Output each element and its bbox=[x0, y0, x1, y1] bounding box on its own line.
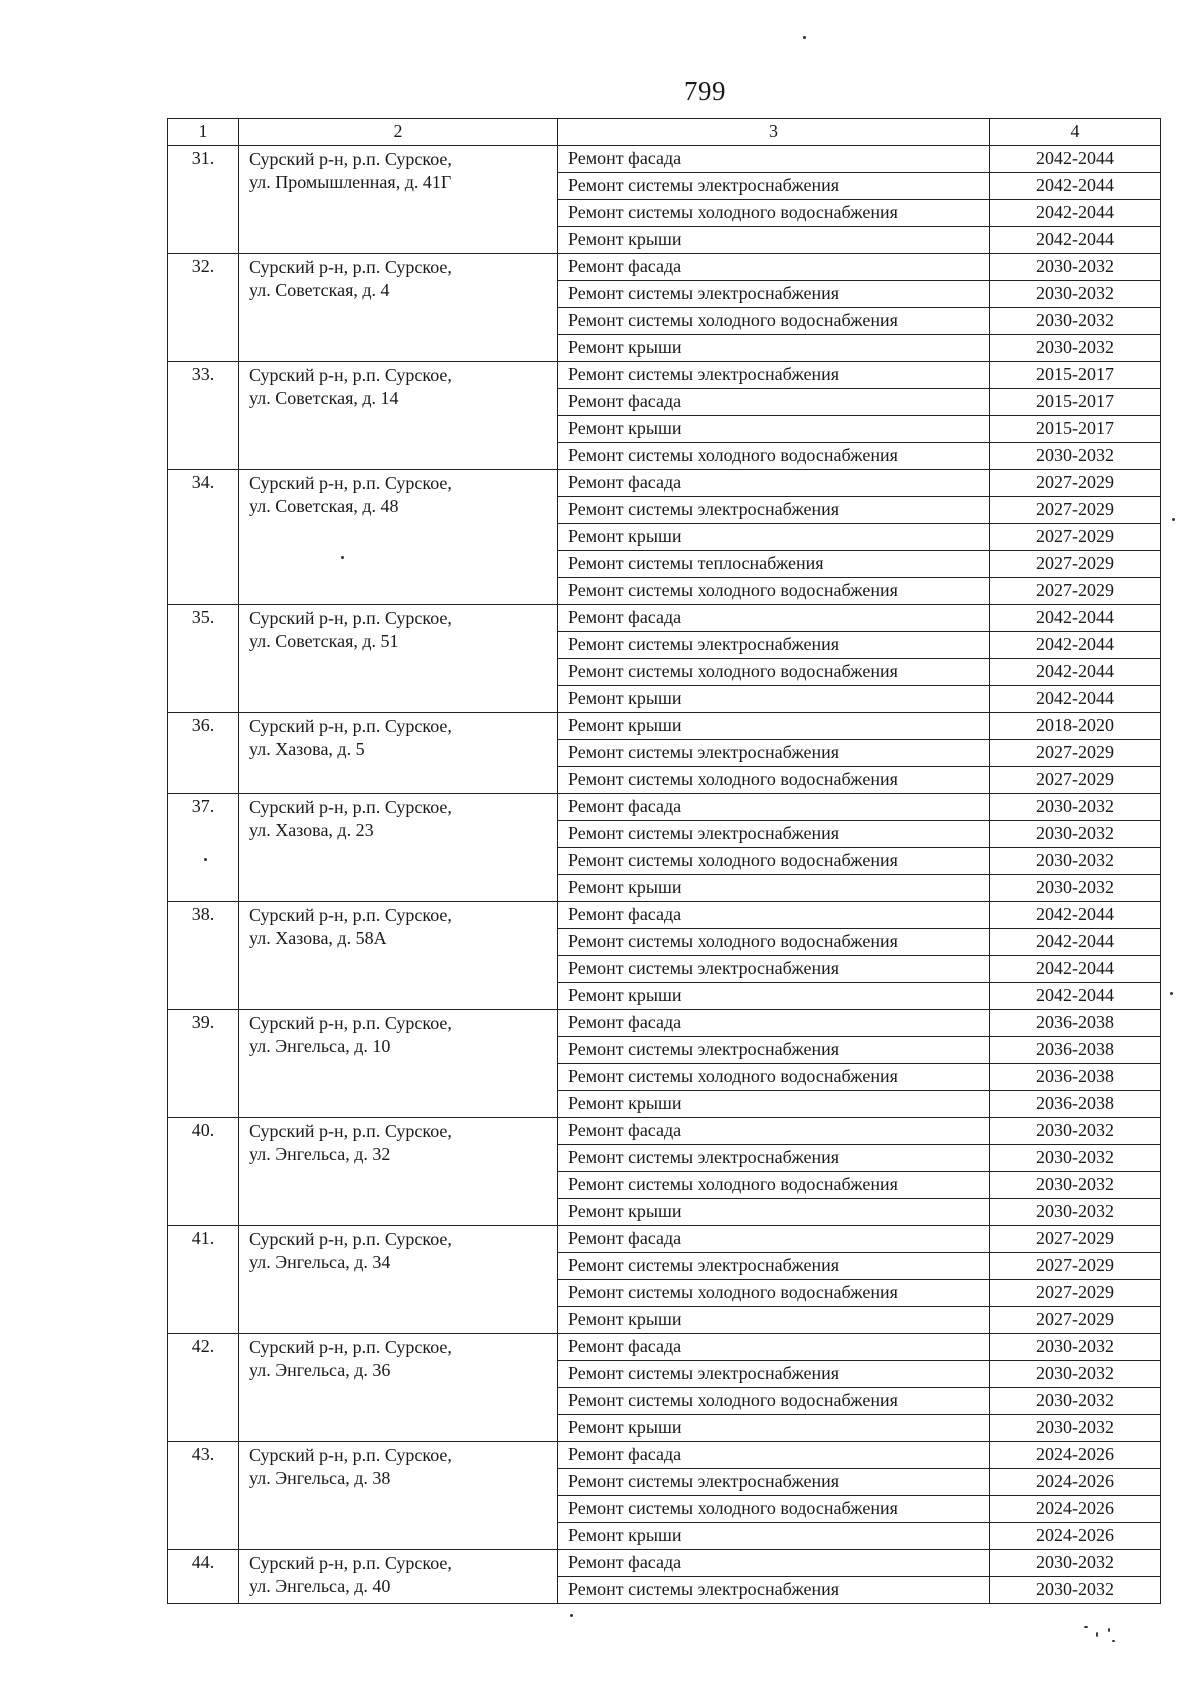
address-line: ул. Хазова, д. 58А bbox=[249, 928, 387, 948]
work-type: Ремонт системы холодного водоснабжения bbox=[558, 200, 990, 227]
address-cell bbox=[239, 1118, 558, 1226]
scan-speck bbox=[1096, 1632, 1098, 1637]
work-period: 2042-2044 bbox=[990, 659, 1161, 686]
scan-speck bbox=[341, 556, 344, 559]
table-row bbox=[168, 254, 1161, 281]
work-period: 2030-2032 bbox=[990, 1577, 1161, 1604]
work-period: 2030-2032 bbox=[990, 254, 1161, 281]
table-row bbox=[168, 1118, 1161, 1145]
work-period: 2030-2032 bbox=[990, 794, 1161, 821]
work-period: 2027-2029 bbox=[990, 524, 1161, 551]
entry-number: 39. bbox=[168, 1010, 239, 1118]
work-type: Ремонт системы холодного водоснабжения bbox=[558, 848, 990, 875]
address-line: Сурский р-н, р.п. Сурское, bbox=[249, 1337, 452, 1357]
work-type: Ремонт системы холодного водоснабжения bbox=[558, 659, 990, 686]
work-period: 2024-2026 bbox=[990, 1442, 1161, 1469]
table-row bbox=[168, 1442, 1161, 1469]
work-type: Ремонт крыши bbox=[558, 335, 990, 362]
column-header-4: 4 bbox=[990, 119, 1161, 146]
table-body bbox=[168, 146, 1161, 1604]
address-cell bbox=[239, 146, 558, 254]
work-type: Ремонт системы электроснабжения bbox=[558, 1253, 990, 1280]
work-period: 2030-2032 bbox=[990, 1334, 1161, 1361]
address-line: Сурский р-н, р.п. Сурское, bbox=[249, 905, 452, 925]
address-cell bbox=[239, 713, 558, 794]
work-period: 2024-2026 bbox=[990, 1496, 1161, 1523]
table-row bbox=[168, 1226, 1161, 1253]
address-line: ул. Хазова, д. 23 bbox=[249, 820, 374, 840]
address-line: ул. Энгельса, д. 38 bbox=[249, 1468, 391, 1488]
address-cell bbox=[239, 1226, 558, 1334]
table-row bbox=[168, 1550, 1161, 1577]
entry-number: 32. bbox=[168, 254, 239, 362]
work-type: Ремонт крыши bbox=[558, 1415, 990, 1442]
work-type: Ремонт крыши bbox=[558, 524, 990, 551]
work-type: Ремонт системы теплоснабжения bbox=[558, 551, 990, 578]
address-line: Сурский р-н, р.п. Сурское, bbox=[249, 716, 452, 736]
work-type: Ремонт системы электроснабжения bbox=[558, 497, 990, 524]
table-row bbox=[168, 1010, 1161, 1037]
column-header-1: 1 bbox=[168, 119, 239, 146]
address-line: Сурский р-н, р.п. Сурское, bbox=[249, 1445, 452, 1465]
work-type: Ремонт системы электроснабжения bbox=[558, 281, 990, 308]
work-type: Ремонт системы электроснабжения bbox=[558, 173, 990, 200]
work-period: 2015-2017 bbox=[990, 416, 1161, 443]
work-period: 2027-2029 bbox=[990, 470, 1161, 497]
scan-speck bbox=[1108, 1628, 1110, 1632]
work-period: 2030-2032 bbox=[990, 443, 1161, 470]
address-cell bbox=[239, 605, 558, 713]
work-period: 2027-2029 bbox=[990, 551, 1161, 578]
address-cell bbox=[239, 794, 558, 902]
work-period: 2030-2032 bbox=[990, 335, 1161, 362]
address-cell bbox=[239, 902, 558, 1010]
address-cell bbox=[239, 1442, 558, 1550]
work-period: 2030-2032 bbox=[990, 821, 1161, 848]
entry-number: 36. bbox=[168, 713, 239, 794]
column-header-3: 3 bbox=[558, 119, 990, 146]
table-row bbox=[168, 146, 1161, 173]
repair-schedule-table bbox=[167, 118, 1161, 1604]
address-line: ул. Хазова, д. 5 bbox=[249, 739, 365, 759]
work-period: 2036-2038 bbox=[990, 1091, 1161, 1118]
work-period: 2030-2032 bbox=[990, 1145, 1161, 1172]
table-row bbox=[168, 713, 1161, 740]
work-period: 2042-2044 bbox=[990, 200, 1161, 227]
work-period: 2042-2044 bbox=[990, 983, 1161, 1010]
address-cell bbox=[239, 1010, 558, 1118]
work-period: 2030-2032 bbox=[990, 875, 1161, 902]
work-type: Ремонт фасада bbox=[558, 1334, 990, 1361]
work-period: 2030-2032 bbox=[990, 848, 1161, 875]
address-line: Сурский р-н, р.п. Сурское, bbox=[249, 1229, 452, 1249]
address-line: Сурский р-н, р.п. Сурское, bbox=[249, 608, 452, 628]
entry-number: 31. bbox=[168, 146, 239, 254]
scan-speck bbox=[1172, 518, 1175, 521]
work-period: 2042-2044 bbox=[990, 632, 1161, 659]
work-type: Ремонт фасада bbox=[558, 794, 990, 821]
work-period: 2042-2044 bbox=[990, 605, 1161, 632]
work-period: 2027-2029 bbox=[990, 578, 1161, 605]
work-type: Ремонт системы холодного водоснабжения bbox=[558, 1064, 990, 1091]
entry-number: 37. bbox=[168, 794, 239, 902]
work-period: 2030-2032 bbox=[990, 1550, 1161, 1577]
table-row bbox=[168, 1334, 1161, 1361]
work-type: Ремонт фасада bbox=[558, 1226, 990, 1253]
work-type: Ремонт фасада bbox=[558, 1550, 990, 1577]
work-type: Ремонт крыши bbox=[558, 983, 990, 1010]
work-type: Ремонт фасада bbox=[558, 146, 990, 173]
address-line: ул. Промышленная, д. 41Г bbox=[249, 172, 452, 192]
work-period: 2015-2017 bbox=[990, 362, 1161, 389]
entry-number: 44. bbox=[168, 1550, 239, 1604]
table-row bbox=[168, 605, 1161, 632]
entry-number: 43. bbox=[168, 1442, 239, 1550]
work-type: Ремонт фасада bbox=[558, 1010, 990, 1037]
work-type: Ремонт фасада bbox=[558, 1118, 990, 1145]
entry-number: 42. bbox=[168, 1334, 239, 1442]
address-cell bbox=[239, 254, 558, 362]
work-type: Ремонт системы электроснабжения bbox=[558, 632, 990, 659]
work-type: Ремонт системы электроснабжения bbox=[558, 1037, 990, 1064]
entry-number: 38. bbox=[168, 902, 239, 1010]
work-period: 2042-2044 bbox=[990, 929, 1161, 956]
work-period: 2036-2038 bbox=[990, 1064, 1161, 1091]
work-type: Ремонт системы электроснабжения bbox=[558, 821, 990, 848]
work-type: Ремонт системы холодного водоснабжения bbox=[558, 1496, 990, 1523]
address-line: Сурский р-н, р.п. Сурское, bbox=[249, 257, 452, 277]
address-line: Сурский р-н, р.п. Сурское, bbox=[249, 1121, 452, 1141]
scan-speck bbox=[1170, 992, 1173, 995]
work-period: 2027-2029 bbox=[990, 1226, 1161, 1253]
work-type: Ремонт фасада bbox=[558, 254, 990, 281]
address-line: ул. Энгельса, д. 36 bbox=[249, 1360, 391, 1380]
address-cell bbox=[239, 362, 558, 470]
table-row bbox=[168, 470, 1161, 497]
address-line: Сурский р-н, р.п. Сурское, bbox=[249, 149, 452, 169]
work-type: Ремонт системы холодного водоснабжения bbox=[558, 308, 990, 335]
work-period: 2027-2029 bbox=[990, 1307, 1161, 1334]
work-type: Ремонт крыши bbox=[558, 1091, 990, 1118]
work-period: 2036-2038 bbox=[990, 1010, 1161, 1037]
work-type: Ремонт крыши bbox=[558, 713, 990, 740]
page-number: 799 bbox=[684, 76, 726, 106]
work-period: 2036-2038 bbox=[990, 1037, 1161, 1064]
table-row bbox=[168, 794, 1161, 821]
work-type: Ремонт крыши bbox=[558, 686, 990, 713]
work-period: 2042-2044 bbox=[990, 146, 1161, 173]
work-period: 2042-2044 bbox=[990, 686, 1161, 713]
work-type: Ремонт системы электроснабжения bbox=[558, 1469, 990, 1496]
address-line: Сурский р-н, р.п. Сурское, bbox=[249, 797, 452, 817]
entry-number: 34. bbox=[168, 470, 239, 605]
work-type: Ремонт фасада bbox=[558, 470, 990, 497]
entry-number: 33. bbox=[168, 362, 239, 470]
work-type: Ремонт крыши bbox=[558, 1307, 990, 1334]
work-period: 2042-2044 bbox=[990, 956, 1161, 983]
address-line: Сурский р-н, р.п. Сурское, bbox=[249, 1013, 452, 1033]
work-type: Ремонт системы электроснабжения bbox=[558, 956, 990, 983]
address-line: ул. Энгельса, д. 34 bbox=[249, 1252, 391, 1272]
work-period: 2042-2044 bbox=[990, 902, 1161, 929]
work-type: Ремонт крыши bbox=[558, 1523, 990, 1550]
work-period: 2024-2026 bbox=[990, 1469, 1161, 1496]
work-type: Ремонт крыши bbox=[558, 227, 990, 254]
work-type: Ремонт системы электроснабжения bbox=[558, 740, 990, 767]
work-type: Ремонт системы холодного водоснабжения bbox=[558, 1172, 990, 1199]
address-cell bbox=[239, 470, 558, 605]
scan-speck bbox=[1084, 1626, 1088, 1628]
address-line: ул. Энгельса, д. 40 bbox=[249, 1576, 391, 1596]
work-type: Ремонт системы холодного водоснабжения bbox=[558, 1388, 990, 1415]
work-type: Ремонт системы холодного водоснабжения bbox=[558, 578, 990, 605]
work-type: Ремонт фасада bbox=[558, 605, 990, 632]
entry-number: 41. bbox=[168, 1226, 239, 1334]
work-period: 2030-2032 bbox=[990, 1388, 1161, 1415]
address-line: ул. Советская, д. 51 bbox=[249, 631, 399, 651]
work-period: 2030-2032 bbox=[990, 1199, 1161, 1226]
entry-number: 40. bbox=[168, 1118, 239, 1226]
work-type: Ремонт фасада bbox=[558, 902, 990, 929]
work-period: 2027-2029 bbox=[990, 740, 1161, 767]
work-period: 2030-2032 bbox=[990, 1361, 1161, 1388]
work-type: Ремонт фасада bbox=[558, 1442, 990, 1469]
table-row bbox=[168, 902, 1161, 929]
header-row bbox=[168, 119, 1161, 146]
work-type: Ремонт системы электроснабжения bbox=[558, 1145, 990, 1172]
work-type: Ремонт системы электроснабжения bbox=[558, 1577, 990, 1604]
address-line: Сурский р-н, р.п. Сурское, bbox=[249, 1553, 452, 1573]
work-type: Ремонт крыши bbox=[558, 416, 990, 443]
work-type: Ремонт системы холодного водоснабжения bbox=[558, 1280, 990, 1307]
work-period: 2042-2044 bbox=[990, 227, 1161, 254]
work-period: 2018-2020 bbox=[990, 713, 1161, 740]
address-line: ул. Энгельса, д. 32 bbox=[249, 1144, 391, 1164]
work-period: 2030-2032 bbox=[990, 1118, 1161, 1145]
column-header-2: 2 bbox=[239, 119, 558, 146]
table-row bbox=[168, 362, 1161, 389]
work-period: 2015-2017 bbox=[990, 389, 1161, 416]
work-period: 2027-2029 bbox=[990, 1280, 1161, 1307]
scan-speck bbox=[570, 1614, 573, 1617]
address-cell bbox=[239, 1550, 558, 1604]
work-period: 2027-2029 bbox=[990, 767, 1161, 794]
work-type: Ремонт системы холодного водоснабжения bbox=[558, 767, 990, 794]
scan-speck bbox=[803, 36, 806, 39]
work-type: Ремонт крыши bbox=[558, 1199, 990, 1226]
work-period: 2030-2032 bbox=[990, 1172, 1161, 1199]
scan-speck bbox=[1112, 1640, 1115, 1642]
work-type: Ремонт системы электроснабжения bbox=[558, 362, 990, 389]
scan-speck bbox=[204, 858, 207, 861]
address-line: ул. Энгельса, д. 10 bbox=[249, 1036, 391, 1056]
work-type: Ремонт системы электроснабжения bbox=[558, 1361, 990, 1388]
work-type: Ремонт фасада bbox=[558, 389, 990, 416]
work-type: Ремонт системы холодного водоснабжения bbox=[558, 443, 990, 470]
work-period: 2027-2029 bbox=[990, 497, 1161, 524]
address-line: ул. Советская, д. 4 bbox=[249, 280, 390, 300]
address-cell bbox=[239, 1334, 558, 1442]
work-period: 2030-2032 bbox=[990, 1415, 1161, 1442]
address-line: ул. Советская, д. 14 bbox=[249, 388, 399, 408]
work-period: 2030-2032 bbox=[990, 308, 1161, 335]
work-type: Ремонт системы холодного водоснабжения bbox=[558, 929, 990, 956]
work-period: 2024-2026 bbox=[990, 1523, 1161, 1550]
entry-number: 35. bbox=[168, 605, 239, 713]
work-period: 2042-2044 bbox=[990, 173, 1161, 200]
address-line: Сурский р-н, р.п. Сурское, bbox=[249, 473, 452, 493]
work-period: 2030-2032 bbox=[990, 281, 1161, 308]
work-period: 2027-2029 bbox=[990, 1253, 1161, 1280]
address-line: Сурский р-н, р.п. Сурское, bbox=[249, 365, 452, 385]
work-type: Ремонт крыши bbox=[558, 875, 990, 902]
address-line: ул. Советская, д. 48 bbox=[249, 496, 399, 516]
